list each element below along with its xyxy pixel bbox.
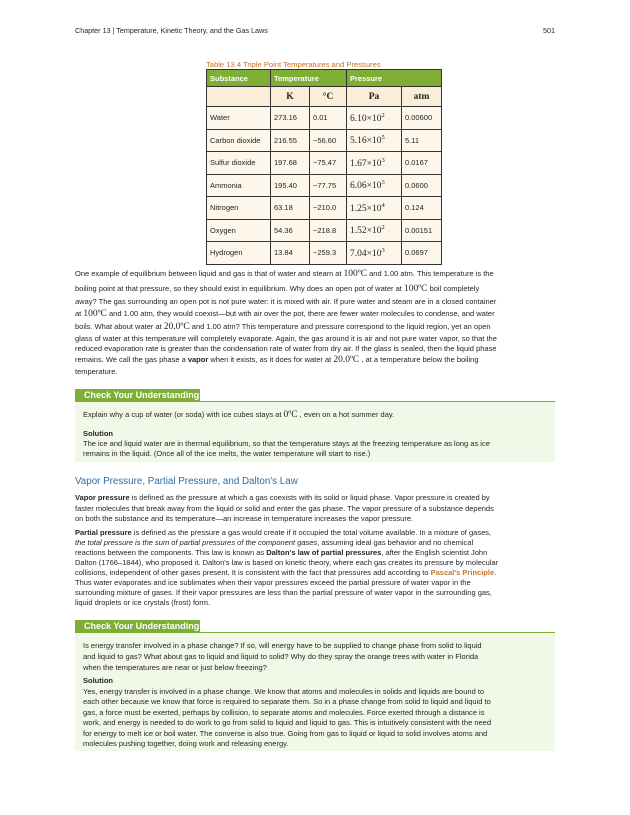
triple-point-table [206, 69, 442, 265]
text-line: Vapor pressure is defined as the pressure at which a gas coexists with its solid or liquid phase. Vapor pressure is created by [75, 493, 490, 502]
text-line: the total pressure is the sum of partial pressures of the component gases, assuming ideal gas behavior and no chemical [75, 538, 474, 547]
solution-text: Yes, energy transfer is involved in a phase change. We know that atoms and molecules in solids and liquids are bound to [83, 687, 485, 696]
cell-atm: 0.0697 [402, 242, 442, 265]
cell-pa: $5.16\times 10^5$ [347, 129, 402, 152]
text-line: Dalton (1766–1844), who proposed it. Dalton's law is based on kinetic theory, where each gas creates its pressure by molecular [75, 558, 499, 567]
section-heading: Vapor Pressure, Partial Pressure, and Dalton's Law [75, 476, 298, 487]
text-line: on both the substance and its temperature—an increase in temperature increases the vapor pressure. [75, 514, 414, 523]
question-text: Is energy transfer involved in a phase change? If so, will energy have to be supplied to change phase from solid to liquid [83, 641, 482, 650]
header-substance: Substance [207, 70, 271, 87]
table-row [207, 197, 442, 220]
text-line: surrounding mixture of gases. If their vapor pressures are less than the partial pressure of water vapor in the surrounding gas, [75, 588, 492, 597]
cell-c: 0.01 [310, 107, 347, 130]
unit-kelvin: K [271, 87, 310, 107]
cell-k: 54.36 [271, 219, 310, 242]
chapter-title: Chapter 13 | Temperature, Kinetic Theory, and the Gas Laws [75, 26, 268, 35]
cell-atm: 0.124 [402, 197, 442, 220]
text-line: boils. What about water at 20.0ºC and 1.00 atm? This temperature and pressure correspond to the liquid region, yet an open [75, 322, 491, 332]
cell-c: −210.0 [310, 197, 347, 220]
header-temperature: Temperature [271, 70, 347, 87]
text-line: Partial pressure is defined as the pressure a gas would create if it occupied the total volume available. In a mixture of gases, [75, 528, 492, 537]
cell-k: 273.16 [271, 107, 310, 130]
cell-c: −56.60 [310, 129, 347, 152]
table-row [207, 152, 442, 175]
cell-pa: $7.04\times 10^3$ [347, 242, 402, 265]
table-row [207, 242, 442, 265]
text-line: temperature. [75, 367, 118, 376]
cell-k: 197.68 [271, 152, 310, 175]
cell-atm: 5.11 [402, 129, 442, 152]
question-text: Explain why a cup of water (or soda) with ice cubes stays at 0ºC , even on a hot summer day. [83, 410, 395, 420]
cell-substance: Water [207, 107, 271, 130]
cell-pa: $6.10\times 10^2$ [347, 107, 402, 130]
cell-c: −259.3 [310, 242, 347, 265]
text-line: at 100ºC and 1.00 atm, they would coexist—but with air over the pot, there are fewer water molecules to condense, and water [75, 309, 495, 319]
text-line: faster molecules that break away from the liquid or solid and enter the gas phase. The vapor pressure of a substance depends [75, 504, 494, 513]
running-header [75, 26, 555, 35]
table-row [207, 107, 442, 130]
cell-pa: $1.25\times 10^4$ [347, 197, 402, 220]
page-number: 501 [543, 26, 555, 35]
solution-label: Solution [83, 429, 113, 438]
pascals-principle-link[interactable]: Pascal's Principle [430, 568, 495, 577]
table-row [207, 174, 442, 197]
cell-substance: Oxygen [207, 219, 271, 242]
text-line: glass of water at this temperature will completely evaporate. Again, the gas around it is air and not pure water vapor, so that the [75, 334, 497, 343]
solution-text: molecules pushing together, doing work and releasing energy. [83, 739, 289, 748]
cell-atm: 0.0600 [402, 174, 442, 197]
table-units-row [207, 87, 442, 107]
solution-text: for energy to melt ice or boil water. The converse is also true. Going from gas to liquid or liquid to solid involves atoms and [83, 729, 488, 738]
cell-substance: Hydrogen [207, 242, 271, 265]
cell-c: −77.75 [310, 174, 347, 197]
cell-substance: Sulfur dioxide [207, 152, 271, 175]
table-row [207, 219, 442, 242]
cell-pa: $1.67\times 10^3$ [347, 152, 402, 175]
check-understanding-header [75, 389, 555, 402]
cell-pa: $1.52\times 10^2$ [347, 219, 402, 242]
cell-atm: 0.00600 [402, 107, 442, 130]
cell-c: −75.47 [310, 152, 347, 175]
text-line: collisions, independent of other gases present. It is consistent with the fact that pressures add according to Pascal's Principle. [75, 568, 497, 577]
cell-substance: Nitrogen [207, 197, 271, 220]
cell-pa: $6.06\times 10^3$ [347, 174, 402, 197]
text-line: liquid droplets or ice crystals (frost) form. [75, 598, 211, 607]
units-blank [207, 87, 271, 107]
solution-text: The ice and liquid water are in thermal equilibrium, so that the temperature stays at the freezing temperature as long as ice [83, 439, 490, 448]
check-understanding-box [75, 402, 555, 462]
cell-substance: Ammonia [207, 174, 271, 197]
unit-atm: atm [402, 87, 442, 107]
question-text: and liquid to gas? What about gas to liquid and liquid to solid? Why do they spray the orange trees with water in Florida [83, 652, 479, 661]
solution-label: Solution [83, 676, 113, 685]
solution-text: gas, a force must be exerted, perhaps by collision, to separate atoms and molecules. Force exerted through a distance is [83, 708, 485, 717]
cell-k: 195.40 [271, 174, 310, 197]
unit-pascal: Pa [347, 87, 402, 107]
unit-celsius: °C [310, 87, 347, 107]
header-pressure: Pressure [347, 70, 442, 87]
check-understanding-label: Check Your Understanding [75, 620, 200, 633]
text-line: One example of equilibrium between liquid and gas is that of water and steam at 100ºC and 1.00 atm. This temperature is the [75, 269, 494, 279]
solution-text: work, and energy is needed to do work to go from solid to liquid and liquid to gas. This is intuitively consistent with the need [83, 718, 492, 727]
question-text: when the temperatures are near or just below freezing? [83, 663, 267, 672]
check-understanding-label: Check Your Understanding [75, 389, 200, 402]
table-header-row [207, 70, 442, 87]
table-row [207, 129, 442, 152]
check-understanding-box [75, 633, 555, 751]
cell-c: −218.8 [310, 219, 347, 242]
text-line: reduced evaporation rate is greater than the condensation rate of water from dry air. If the glass is sealed, then the liquid phase [75, 344, 497, 353]
text-line: boiling point at that pressure, so they should exist in equilibrium. Why does an open pot of water at 100ºC boil completely [75, 284, 480, 294]
cell-k: 216.55 [271, 129, 310, 152]
cell-k: 13.84 [271, 242, 310, 265]
cell-k: 63.18 [271, 197, 310, 220]
solution-text: each other because we know that force is required to separate them. So in a phase change from solid to liquid and liquid to [83, 697, 491, 706]
cell-atm: 0.00151 [402, 219, 442, 242]
text-line: Thus water evaporates and ice sublimates when their vapor pressures exceed the partial pressure of water vapor in the [75, 578, 471, 587]
cell-atm: 0.0167 [402, 152, 442, 175]
check-understanding-header [75, 620, 555, 633]
table-caption: Table 13.4 Triple Point Temperatures and Pressures [206, 60, 381, 69]
cell-substance: Carbon dioxide [207, 129, 271, 152]
text-line: away? The gas surrounding an open pot is not pure water: it is mixed with air. If pure water and steam are in a closed container [75, 297, 497, 306]
text-line: reactions between the components. This law is known as Dalton's law of partial pressures, after the English scientist John [75, 548, 488, 557]
text-line: remains. We call the gas phase a vapor when it exists, as it does for water at 20.0ºC , at a temperature below the boiling [75, 355, 479, 365]
solution-text: remains in the liquid. (Once all of the ice melts, the water temperature will start to rise.) [83, 449, 371, 458]
